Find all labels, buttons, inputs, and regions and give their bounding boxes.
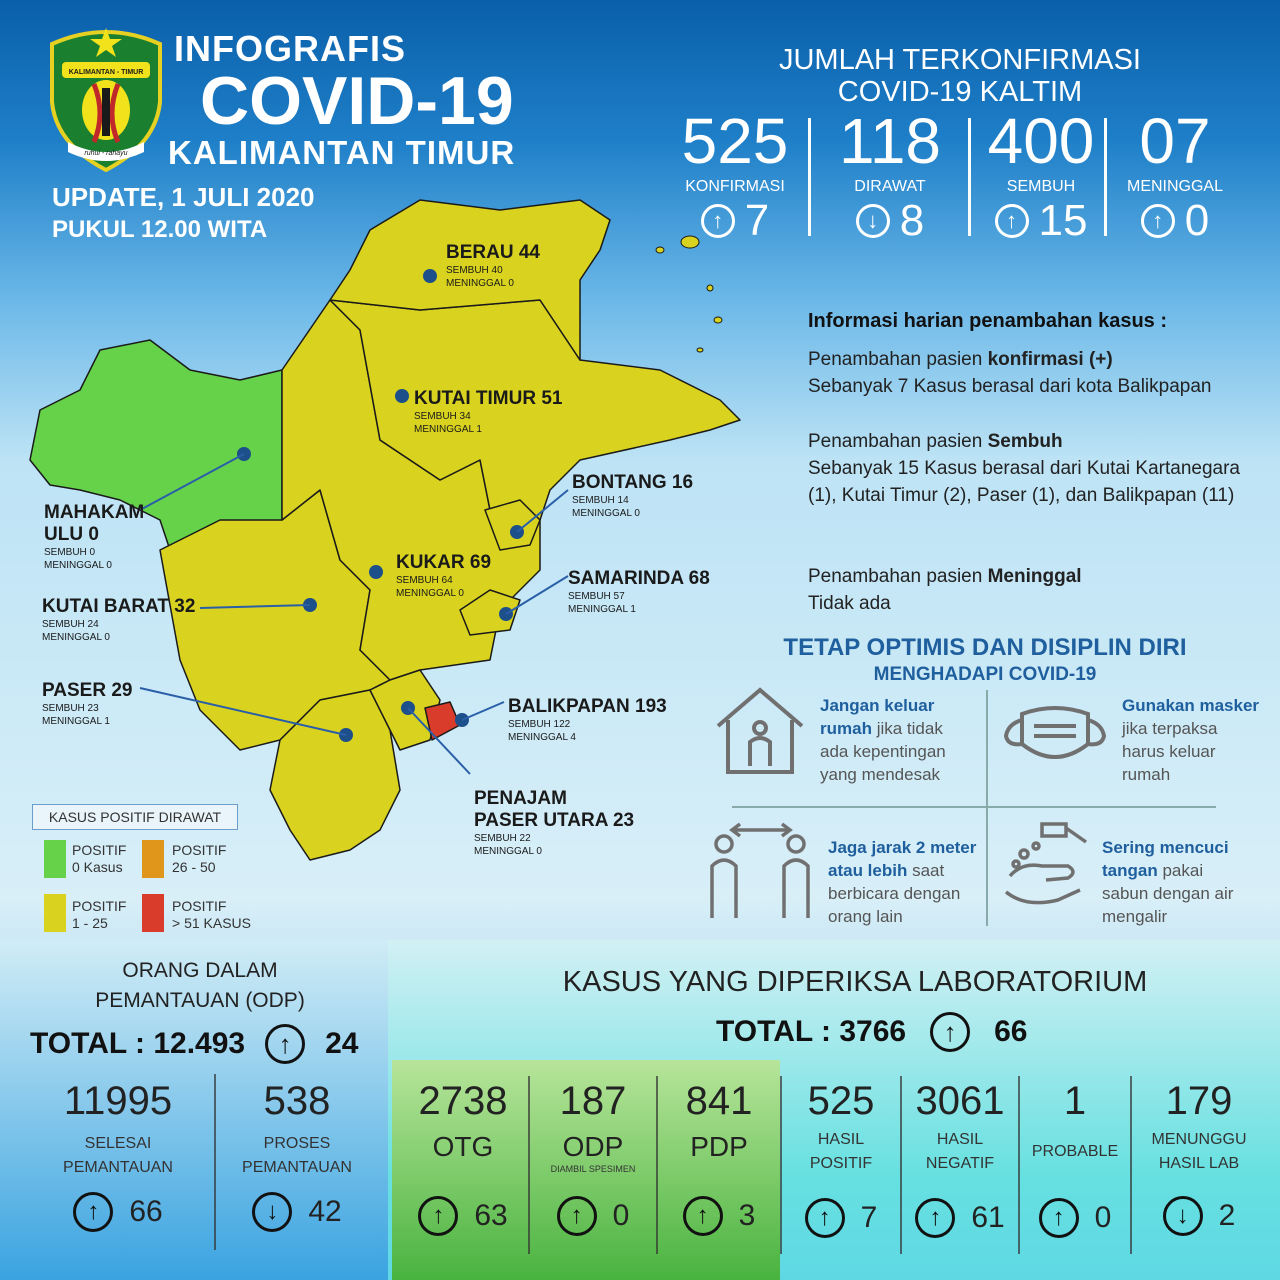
stat-change: 7 — [744, 196, 770, 245]
legend-line2: 1 - 25 — [72, 915, 108, 931]
divider — [528, 1076, 530, 1254]
legend-swatch-red — [142, 894, 164, 932]
col-change: 0 — [1094, 1201, 1112, 1234]
mask-icon — [1000, 700, 1110, 774]
lab-menunggu — [1136, 1078, 1262, 1232]
info-text: Tidak ada — [808, 593, 891, 614]
divider — [808, 118, 811, 236]
lab-odp — [532, 1078, 654, 1232]
arrow-up-icon: ↑ — [701, 204, 735, 238]
col-change: 61 — [971, 1201, 1005, 1234]
arrow-up-icon: ↑ — [1141, 204, 1175, 238]
col-label: SELESAI — [84, 1135, 152, 1152]
region-meninggal: MENINGGAL 0 — [446, 278, 514, 289]
region-name: BALIKPAPAN 193 — [508, 696, 667, 717]
info-bold: konfirmasi (+) — [987, 349, 1113, 370]
col-label: HASIL — [817, 1131, 865, 1148]
region-label-berau — [446, 242, 540, 290]
lab-probable — [1022, 1078, 1128, 1234]
tips-title: TETAP OPTIMIS DAN DISIPLIN DIRI — [783, 634, 1187, 661]
tip-text: pakai sabun dengan air mengalir — [1102, 861, 1234, 926]
lab-total-label: TOTAL : 3766 — [716, 1015, 907, 1048]
stat-sembuh — [966, 105, 1116, 245]
map-island — [714, 317, 722, 323]
col-value: 3061 — [915, 1079, 1005, 1123]
info-bold: Sembuh — [987, 431, 1063, 452]
col-label: ODP — [562, 1131, 624, 1162]
infografis-title: INFOGRAFIS — [174, 28, 406, 69]
col-change: 0 — [612, 1199, 630, 1232]
region-sembuh: SEMBUH 22 — [474, 833, 531, 844]
region-meninggal: MENINGGAL 0 — [44, 560, 112, 571]
region-name: KUTAI TIMUR 51 — [414, 388, 563, 409]
col-value: 187 — [559, 1079, 627, 1123]
legend-item — [172, 898, 251, 932]
odp-selesai — [36, 1078, 200, 1228]
tip-handwash — [1102, 836, 1252, 928]
region-meninggal: MENINGGAL 1 — [568, 604, 636, 615]
legend-line1: POSITIF — [72, 842, 127, 858]
map-island — [656, 247, 664, 253]
col-label: MENUNGGU — [1151, 1131, 1247, 1148]
legend-item — [172, 842, 226, 876]
region-label-mahakam-ulu — [44, 502, 144, 572]
tip-stay-home — [820, 694, 970, 786]
col-label: NEGATIF — [925, 1155, 995, 1172]
confirmed-title-line1: JUMLAH TERKONFIRMASI — [778, 44, 1141, 76]
odp-total — [30, 1024, 358, 1064]
info-text: Penambahan pasien — [808, 349, 988, 370]
region-meninggal: MENINGGAL 1 — [414, 424, 482, 435]
tip-bold: Jaga jarak 2 meter atau lebih — [828, 838, 977, 880]
col-value: 1 — [1063, 1079, 1087, 1123]
handwash-icon — [1002, 818, 1094, 910]
stat-value: 118 — [838, 105, 942, 177]
arrow-up-icon: ↑ — [557, 1196, 597, 1236]
stat-change: 0 — [1184, 196, 1210, 245]
arrow-up-icon: ↑ — [930, 1012, 970, 1052]
region-name: MAHAKAM — [44, 502, 145, 523]
legend-swatch-green — [44, 840, 66, 878]
region-label-paser — [42, 680, 132, 728]
divider — [656, 1076, 658, 1254]
map-island — [681, 236, 699, 248]
region-sembuh: SEMBUH 64 — [396, 575, 453, 586]
arrow-down-icon: ↓ — [1163, 1196, 1203, 1236]
arrow-down-icon: ↓ — [856, 204, 890, 238]
lab-hasil-negatif — [904, 1078, 1016, 1234]
divider — [214, 1074, 216, 1250]
col-change: 66 — [129, 1195, 163, 1228]
region-sembuh: SEMBUH 122 — [508, 719, 571, 730]
col-value: 538 — [263, 1079, 331, 1123]
map-marker-kutai-timur — [395, 389, 409, 403]
lab-otg — [402, 1078, 524, 1232]
arrow-up-icon: ↑ — [805, 1198, 845, 1238]
arrow-up-icon: ↑ — [683, 1196, 723, 1236]
tips-divider-h — [732, 806, 1216, 808]
divider — [780, 1076, 782, 1254]
tip-text: jika terpaksa harus keluar rumah — [1122, 719, 1218, 784]
odp-title — [40, 956, 360, 1016]
info-title: Informasi harian penambahan kasus : — [808, 310, 1167, 332]
col-label: PEMANTAUAN — [63, 1159, 173, 1176]
region-meninggal: MENINGGAL 4 — [508, 732, 576, 743]
map-island — [707, 285, 713, 291]
legend-line2: 0 Kasus — [72, 859, 123, 875]
region-label-bontang — [572, 472, 693, 520]
region-name-line2: PASER UTARA 23 — [474, 810, 635, 831]
stat-meninggal — [1100, 105, 1250, 245]
region-sembuh: SEMBUH 14 — [572, 495, 629, 506]
arrow-up-icon: ↑ — [418, 1196, 458, 1236]
col-change: 3 — [738, 1199, 756, 1232]
legend-line2: > 51 KASUS — [172, 915, 251, 931]
legend-line2: 26 - 50 — [172, 859, 216, 875]
lab-title: KASUS YANG DIPERIKSA LABORATORIUM — [562, 966, 1148, 998]
leader-line — [462, 702, 504, 720]
region-sembuh: SEMBUH 23 — [42, 703, 99, 714]
legend-swatch-orange — [142, 840, 164, 878]
region-label-samarinda — [568, 568, 710, 616]
tip-mask — [1122, 694, 1262, 786]
region-name-line2: ULU 0 — [44, 524, 99, 545]
region-meninggal: MENINGGAL 0 — [396, 588, 464, 599]
house-icon — [714, 686, 806, 776]
col-label: PEMANTAUAN — [242, 1159, 352, 1176]
stat-dirawat — [815, 105, 965, 245]
region-label-kutai-timur — [414, 388, 562, 436]
info-text: Penambahan pasien — [808, 431, 988, 452]
confirmed-title-line2: COVID-19 KALTIM — [837, 76, 1083, 108]
stat-change: 8 — [899, 196, 925, 245]
region-meninggal: MENINGGAL 0 — [572, 508, 640, 519]
region-name: SAMARINDA 68 — [568, 568, 710, 589]
info-text: Sebanyak 15 Kasus berasal dari Kutai Kartanegara (1), Kutai Timur (2), Paser (1), dan Balikpapan (11) — [808, 458, 1240, 506]
lab-total — [716, 1012, 1027, 1052]
arrow-up-icon: ↑ — [265, 1024, 305, 1064]
odp-title-line2: PEMANTAUAN (ODP) — [95, 989, 305, 1012]
info-text: Penambahan pasien — [808, 566, 988, 587]
region-meninggal: MENINGGAL 0 — [474, 846, 542, 857]
svg-text:ruhui - rahayu: ruhui - rahayu — [84, 150, 128, 157]
map-region-balikpapan — [425, 702, 460, 740]
legend-title: KASUS POSITIF DIRAWAT — [32, 804, 238, 830]
col-value: 11995 — [63, 1079, 173, 1123]
region-meninggal: MENINGGAL 0 — [42, 632, 110, 643]
col-label: HASIL — [936, 1131, 984, 1148]
region-meninggal: MENINGGAL 1 — [42, 716, 110, 727]
tip-text: jika tidak ada kepentingan yang mendesak — [820, 719, 946, 784]
region-sembuh: SEMBUH 40 — [446, 265, 503, 276]
region-name: PENAJAM — [474, 788, 567, 809]
arrow-up-icon: ↑ — [1039, 1198, 1079, 1238]
region-name: KUKAR 69 — [396, 552, 492, 573]
stat-label: DIRAWAT — [854, 178, 926, 195]
update-time: PUKUL 12.00 WITA — [52, 216, 268, 243]
tip-bold: Jangan keluar rumah — [820, 696, 935, 738]
stat-value: 400 — [987, 105, 1095, 177]
col-label: HASIL LAB — [1158, 1155, 1240, 1172]
stat-label: MENINGGAL — [1126, 178, 1223, 195]
region-sembuh: SEMBUH 24 — [42, 619, 99, 630]
legend-swatch-yellow — [44, 894, 66, 932]
col-value: 2738 — [418, 1079, 508, 1123]
legend-line1: POSITIF — [172, 898, 227, 914]
col-value: 525 — [807, 1079, 875, 1123]
divider — [1018, 1076, 1020, 1254]
stat-label: SEMBUH — [1006, 178, 1076, 195]
region-name: PASER 29 — [42, 680, 133, 701]
legend-item — [72, 842, 126, 876]
col-change: 7 — [860, 1201, 878, 1234]
arrow-up-icon: ↑ — [915, 1198, 955, 1238]
region-sembuh: SEMBUH 34 — [414, 411, 471, 422]
region-name: BERAU 44 — [446, 242, 540, 263]
col-label: PROBABLE — [1031, 1143, 1119, 1160]
tips-divider-v — [986, 690, 988, 926]
region-sembuh: SEMBUH 57 — [568, 591, 625, 602]
odp-total-label: TOTAL : 12.493 — [30, 1027, 246, 1060]
col-change: 63 — [474, 1199, 508, 1232]
legend-item — [72, 898, 126, 932]
legend-line1: POSITIF — [72, 898, 127, 914]
arrow-down-icon: ↓ — [252, 1192, 292, 1232]
col-change: 42 — [308, 1195, 342, 1228]
region-label-kukar — [396, 552, 491, 600]
odp-proses — [218, 1078, 376, 1228]
svg-text:KALIMANTAN - TIMUR: KALIMANTAN - TIMUR — [68, 69, 144, 76]
info-text: Sebanyak 7 Kasus berasal dari kota Balikpapan — [808, 376, 1212, 397]
region-name: KUTAI BARAT 32 — [42, 596, 196, 617]
tip-text: saat berbicara dengan orang lain — [828, 861, 961, 926]
info-sembuh — [808, 428, 1248, 509]
info-bold: Meninggal — [987, 566, 1082, 587]
col-label: POSITIF — [809, 1155, 873, 1172]
info-meninggal — [808, 563, 1248, 617]
col-change: 2 — [1218, 1199, 1236, 1232]
stat-label: KONFIRMASI — [685, 178, 785, 195]
divider — [900, 1076, 902, 1254]
divider — [1130, 1076, 1132, 1254]
region-label-penajam-paser-utara — [474, 788, 634, 858]
stat-change: 15 — [1038, 196, 1088, 245]
tip-bold: Gunakan masker — [1122, 696, 1260, 715]
stat-value: 07 — [1139, 105, 1211, 177]
col-value: 179 — [1165, 1079, 1233, 1123]
lab-hasil-positif — [784, 1078, 898, 1234]
region-sembuh: SEMBUH 0 — [44, 547, 96, 558]
col-sublabel: DIAMBIL SPESIMEN — [550, 1164, 636, 1174]
tip-distance — [828, 836, 984, 928]
confirmed-title — [760, 44, 1160, 108]
odp-title-line1: ORANG DALAM — [122, 959, 278, 982]
tips-subtitle: MENGHADAPI COVID-19 — [873, 664, 1097, 685]
legend-line1: POSITIF — [172, 842, 227, 858]
col-label: OTG — [432, 1131, 494, 1162]
province-title: KALIMANTAN TIMUR — [168, 134, 516, 171]
region-name: BONTANG 16 — [572, 472, 694, 493]
info-konfirmasi — [808, 346, 1248, 400]
kaltim-emblem-logo — [44, 24, 168, 172]
col-label: PDP — [690, 1131, 748, 1162]
col-label: PROSES — [263, 1135, 331, 1152]
covid-title: COVID-19 — [200, 63, 514, 139]
region-label-balikpapan — [508, 696, 667, 744]
arrow-up-icon: ↑ — [995, 204, 1029, 238]
lab-total-change: 66 — [994, 1015, 1028, 1048]
arrow-up-icon: ↑ — [73, 1192, 113, 1232]
col-value: 841 — [685, 1079, 753, 1123]
distance-icon — [704, 822, 818, 922]
map-marker-kukar — [369, 565, 383, 579]
stat-value: 525 — [681, 105, 789, 177]
map-marker-berau — [423, 269, 437, 283]
odp-total-change: 24 — [325, 1027, 359, 1060]
region-label-kutai-barat — [42, 596, 195, 644]
map-island — [697, 348, 703, 352]
update-date: UPDATE, 1 JULI 2020 — [52, 182, 315, 212]
tip-bold: Sering mencuci tangan — [1102, 838, 1229, 880]
lab-pdp — [660, 1078, 778, 1232]
